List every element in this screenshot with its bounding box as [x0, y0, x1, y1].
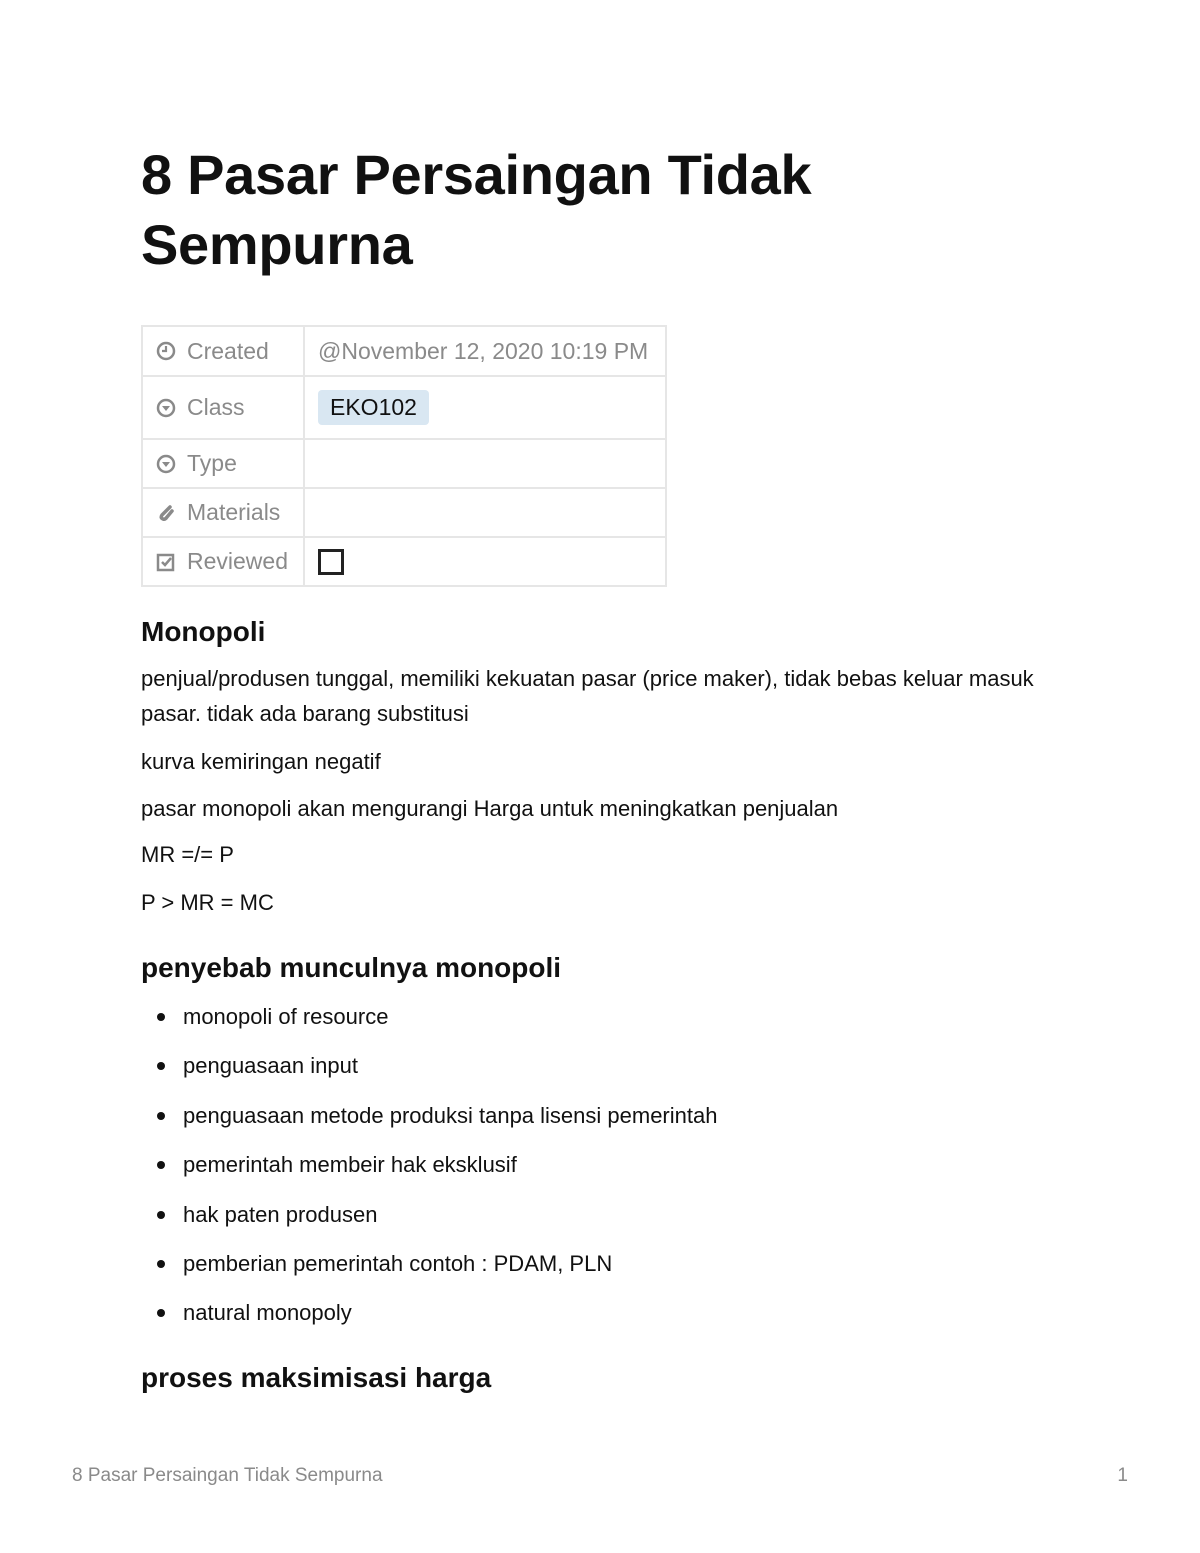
select-icon — [155, 453, 177, 475]
property-row-created — [142, 326, 666, 376]
clock-icon — [155, 340, 177, 362]
list-item: pemerintah membeir hak eksklusif — [183, 1152, 517, 1177]
bullet-icon — [157, 1161, 165, 1169]
property-key-type — [142, 439, 304, 488]
property-row-materials — [142, 488, 666, 537]
list-item: monopoli of resource — [183, 1004, 389, 1029]
bullet-icon — [157, 1211, 165, 1219]
paragraph: MR =/= P — [141, 842, 234, 867]
property-value-type[interactable] — [304, 439, 666, 488]
property-value-created[interactable] — [304, 326, 666, 376]
section-heading-monopoli: Monopoli — [141, 616, 266, 647]
section-heading-penyebab: penyebab munculnya monopoli — [141, 952, 562, 983]
property-row-reviewed — [142, 537, 666, 586]
reviewed-checkbox[interactable] — [318, 549, 344, 575]
list-item: natural monopoly — [183, 1300, 352, 1325]
paragraph: pasar monopoli akan mengurangi Harga untuk meningkatkan penjualan — [141, 796, 839, 821]
footer-title: 8 Pasar Persaingan Tidak Sempurna — [72, 1465, 383, 1486]
paragraph: P > MR = MC — [141, 890, 274, 915]
property-value-reviewed — [304, 537, 666, 586]
paragraph: kurva kemiringan negatif — [141, 749, 381, 774]
list-item: hak paten produsen — [183, 1202, 378, 1227]
page-title: 8 Pasar Persaingan Tidak Sempurna — [141, 143, 812, 276]
property-key-materials — [142, 488, 304, 537]
class-tag[interactable]: EKO102 — [318, 390, 429, 425]
list-item: penguasaan metode produksi tanpa lisensi pemerintah — [183, 1103, 718, 1128]
property-value-class[interactable] — [304, 376, 666, 439]
paperclip-icon — [155, 502, 177, 524]
bullet-icon — [157, 1062, 165, 1070]
property-row-class — [142, 376, 666, 439]
checkbox-icon — [155, 551, 177, 573]
properties-table — [141, 325, 667, 587]
list-item: penguasaan input — [183, 1053, 358, 1078]
property-label: Reviewed — [187, 548, 288, 574]
list-item: pemberian pemerintah contoh : PDAM, PLN — [183, 1251, 613, 1276]
page-number: 1 — [1117, 1465, 1128, 1486]
paragraph: penjual/produsen tunggal, memiliki kekuatan pasar (price maker), tidak bebas keluar masuk pasar. tidak ada barang substitusi — [141, 666, 1034, 726]
property-key-created — [142, 326, 304, 376]
property-value-materials[interactable] — [304, 488, 666, 537]
property-label: Created — [187, 337, 269, 364]
property-label: Materials — [187, 499, 281, 525]
section-heading-proses: proses maksimisasi harga — [141, 1362, 492, 1393]
property-label: Class — [187, 394, 245, 420]
bullet-icon — [157, 1260, 165, 1268]
property-row-type — [142, 439, 666, 488]
bullet-icon — [157, 1112, 165, 1120]
created-date: @November 12, 2020 10:19 PM — [318, 337, 649, 364]
property-label: Type — [187, 450, 237, 476]
bullet-icon — [157, 1013, 165, 1021]
bullet-icon — [157, 1309, 165, 1317]
property-key-class — [142, 376, 304, 439]
property-key-reviewed — [142, 537, 304, 586]
select-icon — [155, 397, 177, 419]
